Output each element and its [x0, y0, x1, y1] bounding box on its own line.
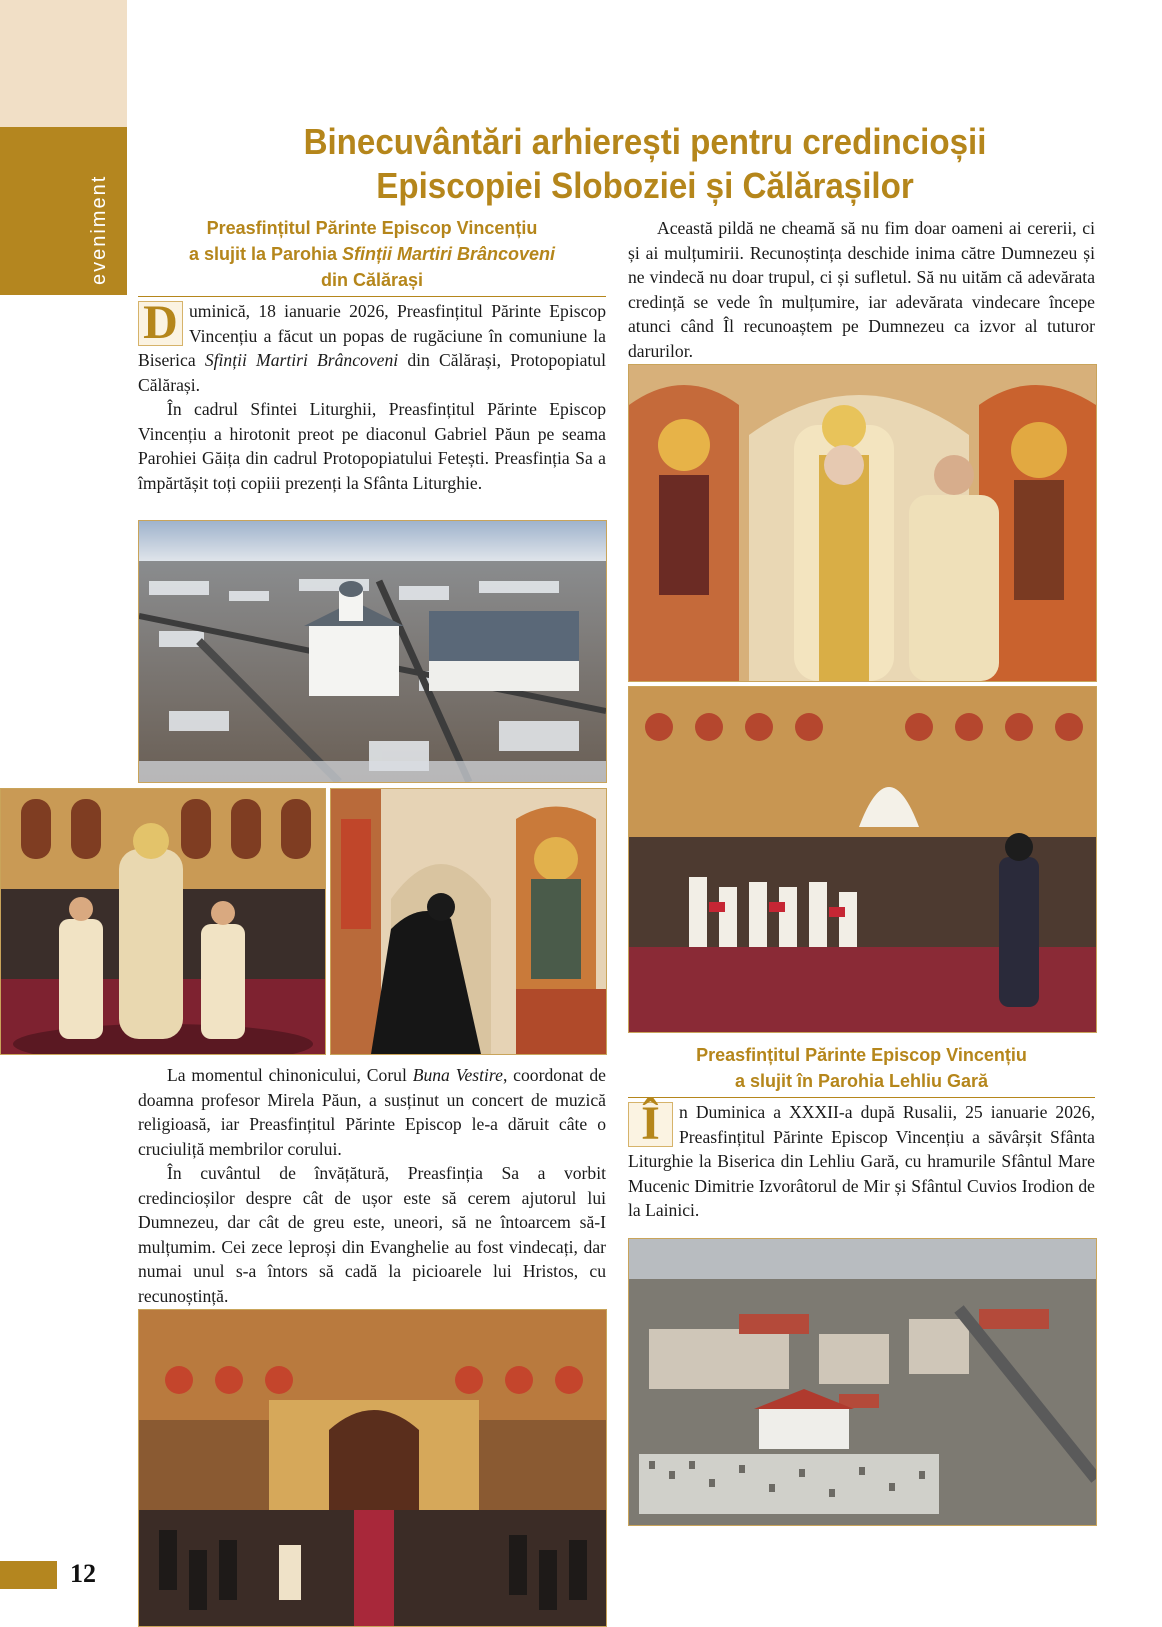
article1-subtitle: [138, 215, 606, 293]
subtitle-italic: Sfinții Martiri Brâncoveni: [342, 244, 556, 264]
photo-bishop-venerating-icon: [330, 788, 607, 1055]
drop-cap: Î: [628, 1102, 673, 1147]
article2-subtitle-line2: a slujit în Parohia Lehliu Gară: [734, 1071, 989, 1091]
paragraph-text: , coordonat de doamna profesor Mirela Păun, a susținut un concert de muzică religioasă, iar Preasfințitul Părinte Episcop le-a dăruit câte o cruciuliță membrilor corului.: [138, 1065, 606, 1159]
page-number-bar: [0, 1561, 57, 1589]
corner-decoration: [0, 0, 127, 127]
paragraph-italic: Sfinții Martiri Brâncoveni: [204, 350, 399, 370]
article1-paragraph-5: Această pildă ne cheamă să nu fim doar oameni ai cererii, ci și ai mulțumirii. Recunoștința deschide inima către Dumnezeu și ne vindecă nu doar trupul, ci și sufletul. Să nu uităm că adevărata credință se vede în mulțumire, iar adevărata vindecare începe atunci când Îl recunoaștem pe Dumnezeu ca izvor al tuturor darurilor.: [628, 218, 1095, 361]
photo-children-choir: [628, 686, 1097, 1033]
drop-cap: D: [138, 301, 183, 346]
paragraph-text: din Călărași, Protopopiatul Călărași.: [138, 350, 606, 395]
article1-paragraph-4: În cuvântul de învățătură, Preasfinția Sa a vorbit credincioșilor despre cât de ușor este să cerem ajutorul lui Dumnezeu, dar cât de greu este, uneori, să ne întoarcem să-I mulțumim. Cei zece leproși din Evanghelie au fost vindecați, dar numai unul s-a întors să cadă la picioarele lui Hristos, cu recunoștință.: [138, 1163, 606, 1306]
section-label: eveniment: [88, 174, 110, 285]
article2-body: [628, 1097, 1095, 1223]
article1-body-top: [138, 296, 606, 495]
page-number: 12: [70, 1559, 96, 1588]
article1-subtitle-line1: Preasfințitul Părinte Episcop Vincențiu: [206, 218, 538, 238]
article2-paragraph-1: [628, 1097, 1095, 1223]
divider: [628, 1097, 1095, 1098]
photo-bishop-with-priest: [628, 364, 1097, 682]
article1-paragraph-3: [138, 1063, 606, 1161]
photo-aerial-calarasi: [138, 520, 607, 783]
page-title: [190, 120, 1101, 208]
paragraph-text: n Duminica a XXXII-a după Rusalii, 25 ianuarie 2026, Preasfințitul Părinte Episcop Vincențiu a săvârșit Sfânta Liturghie la Biserica din Lehliu Gară, cu hramurile Sfântul Mare Mucenic Dimitrie Izvorâtorul de Mir și Sfântul Cuvios Irodion de la Lainici.: [628, 1102, 1095, 1220]
article1-paragraph-2: În cadrul Sfintei Liturghii, Preasfințitul Părinte Episcop Vincențiu a hirotonit preot pe diaconul Gabriel Păun pe seama Parohiei Găița din cadrul Protopopiatului Fetești. Preasfinția Sa a împărtășit toți copiii prezenți la Sfânta Liturghie.: [138, 399, 606, 493]
article1-subtitle-line3: din Călărași: [320, 270, 424, 290]
article2-subtitle: [628, 1042, 1095, 1094]
photo-aerial-lehliu-gara: [628, 1238, 1097, 1526]
subtitle-text: a slujit la Parohia: [188, 244, 342, 264]
article1-subtitle-line2: [138, 241, 606, 267]
article2-subtitle-line1: Preasfințitul Părinte Episcop Vincențiu: [696, 1045, 1027, 1065]
article1-body-bottom: [138, 1063, 606, 1308]
title-line-1: Binecuvântări arhierești pentru credincioșii: [303, 121, 987, 162]
article1-paragraph-1: [138, 296, 606, 397]
paragraph-italic: Buna Vestire: [412, 1065, 503, 1085]
paragraph-text: La momentul chinonicului, Corul: [167, 1065, 413, 1085]
photo-bishop-with-altar-boys: [0, 788, 326, 1055]
divider: [138, 296, 606, 297]
paragraph-text: uminică, 18 ianuarie 2026, Preasfințitul Părinte Episcop Vincențiu a făcut un popas de rugăciune în comuniune la Biserica: [138, 301, 606, 370]
title-line-2: Episcopiei Sloboziei și Călărașilor: [376, 165, 914, 206]
photo-church-interior: [138, 1309, 607, 1627]
article1-body-right: [628, 216, 1095, 363]
